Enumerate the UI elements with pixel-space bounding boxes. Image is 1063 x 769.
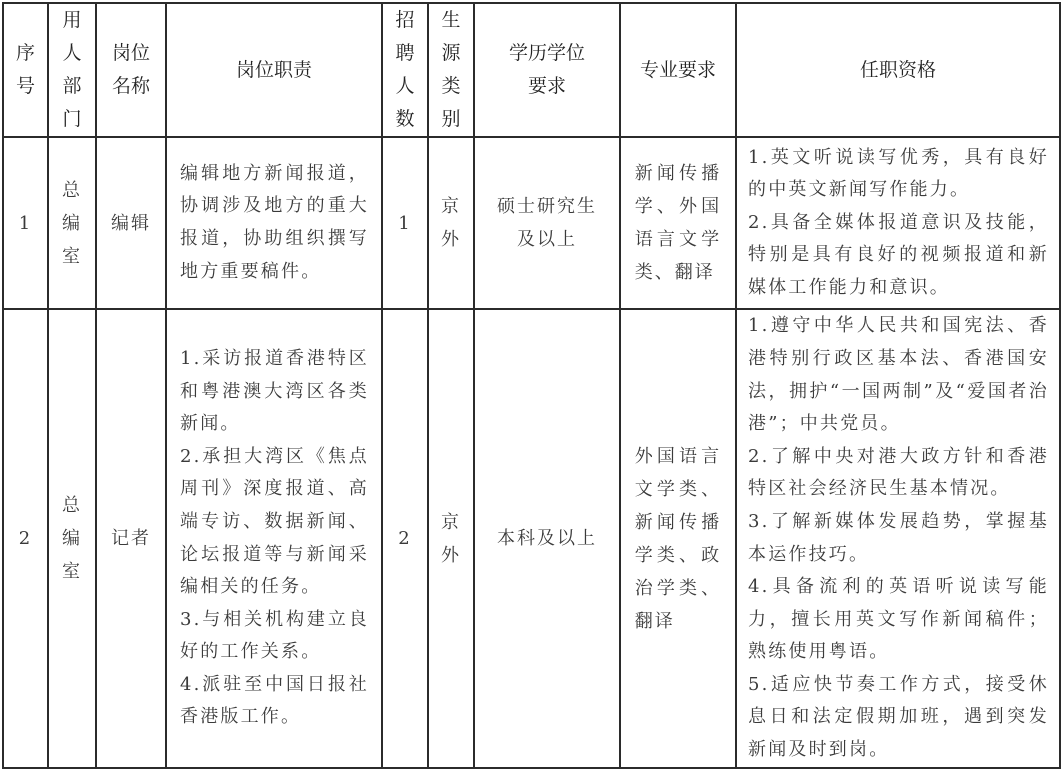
qualification-line: 5.适应快节奏工作方式，接受休息日和法定假期加班，遇到突发新闻及时到岗。 xyxy=(748,673,1049,761)
row1-qualifications xyxy=(736,137,1060,309)
row2-degree: 本科及以上 xyxy=(474,309,620,768)
table-row xyxy=(3,137,1060,309)
duty-line: 1.采访报道香港特区和粤港澳大湾区各类新闻。 xyxy=(180,347,369,435)
duty-line: 2.承担大湾区《焦点周刊》深度报道、高端专访、数据新闻、论坛报道等与新闻采编相关的任务。 xyxy=(180,445,369,598)
header-seq: 序号 xyxy=(3,3,48,137)
row1-position: 编辑 xyxy=(96,137,166,309)
qualification-line: 1.遵守中华人民共和国宪法、香港特别行政区基本法、香港国安法，拥护“一国两制”及“爱国者治港”；中共党员。 xyxy=(748,315,1049,435)
duty-line: 3.与相关机构建立良好的工作关系。 xyxy=(180,608,369,663)
recruitment-table xyxy=(2,2,1061,769)
header-dept: 用人部门 xyxy=(48,3,96,137)
row2-qualifications xyxy=(736,309,1060,768)
qualification-line: 4.具备流利的英语听说读写能力，擅长用英文写作新闻稿件；熟练使用粤语。 xyxy=(748,576,1049,663)
qualification-line: 3.了解新媒体发展趋势，掌握基本运作技巧。 xyxy=(748,510,1049,565)
header-row xyxy=(3,3,1060,137)
row1-major: 新闻传播学、外国语言文学类、翻译 xyxy=(620,137,736,309)
row2-source: 京外 xyxy=(428,309,474,768)
table-row xyxy=(3,309,1060,768)
row1-seq: 1 xyxy=(3,137,48,309)
row2-position: 记者 xyxy=(96,309,166,768)
row1-degree: 硕士研究生及以上 xyxy=(474,137,620,309)
row1-dept: 总编室 xyxy=(48,137,96,309)
header-degree: 学历学位要求 xyxy=(474,3,620,137)
header-position: 岗位名称 xyxy=(96,3,166,137)
header-major: 专业要求 xyxy=(620,3,736,137)
row1-source: 京外 xyxy=(428,137,474,309)
header-duties: 岗位职责 xyxy=(166,3,382,137)
row2-duties xyxy=(166,309,382,768)
row2-seq: 2 xyxy=(3,309,48,768)
header-qualifications: 任职资格 xyxy=(736,3,1060,137)
qualification-line: 2.了解中央对港大政方针和香港特区社会经济民生基本情况。 xyxy=(748,445,1049,500)
row2-dept: 总编室 xyxy=(48,309,96,768)
row1-duties xyxy=(166,137,382,309)
duty-line: 编辑地方新闻报道，协调涉及地方的重大报道，协助组织撰写地方重要稿件。 xyxy=(180,162,369,282)
row1-count: 1 xyxy=(382,137,428,309)
qualification-line: 2.具备全媒体报道意识及技能，特别是具有良好的视频报道和新媒体工作能力和意识。 xyxy=(748,211,1049,298)
row2-count: 2 xyxy=(382,309,428,768)
duty-line: 4.派驻至中国日报社香港版工作。 xyxy=(180,673,369,728)
row2-major: 外国语言文学类、新闻传播学类、政治学类、翻译 xyxy=(620,309,736,768)
qualification-line: 1.英文听说读写优秀，具有良好的中英文新闻写作能力。 xyxy=(748,146,1049,201)
header-count: 招聘人数 xyxy=(382,3,428,137)
header-source: 生源类别 xyxy=(428,3,474,137)
